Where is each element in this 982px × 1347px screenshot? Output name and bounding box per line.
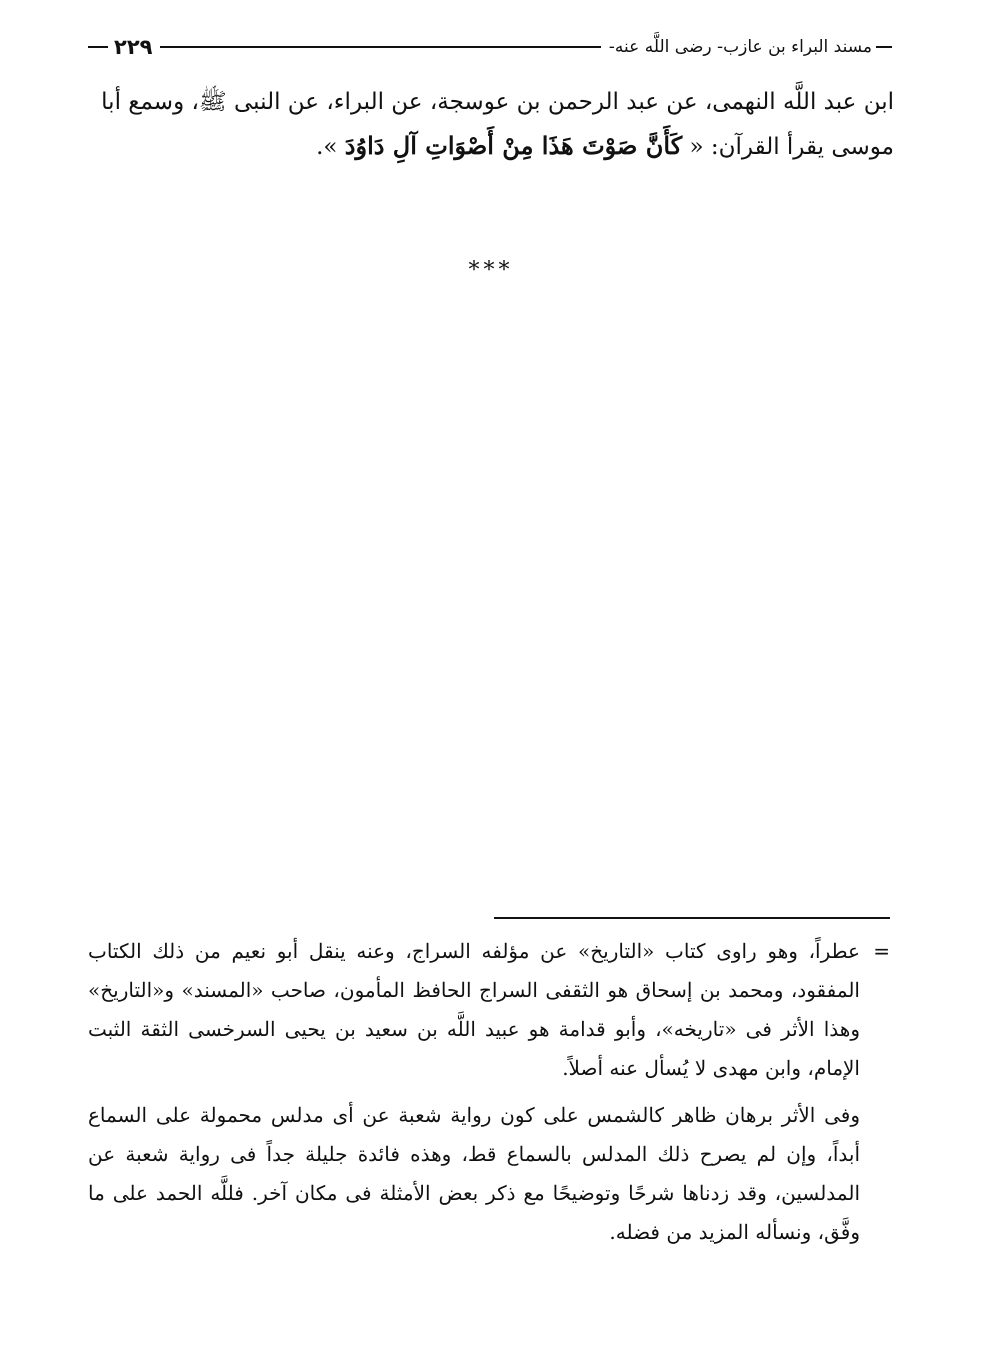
hadith-quote: كَأَنَّ صَوْتَ هَذَا مِنْ أَصْوَاتِ آلِ دَاوُدَ <box>344 131 683 160</box>
footnote-text: عطراً، وهو راوى كتاب «التاريخ» عن مؤلفه السراج، وعنه ينقل أبو نعيم من ذلك الكتاب المفقود، ومحمد بن إسحاق هو الثقفى السراج الحافظ المأمون، صاحب «المسند» و«التاريخ» وهذا الأثر فى «تاريخه»، وأبو قدامة هو عبيد اللَّه بن سعيد بن يحيى السرخسى الثقة الثبت الإمام، وابن مهدى لا يُسأل عنه أصلاً. <box>88 939 860 1080</box>
header-title: مسند البراء بن عازب- رضى اللَّه عنه- <box>608 37 872 57</box>
main-line-prefix: موسى يقرأ القرآن: « <box>689 134 894 160</box>
main-text <box>88 80 894 169</box>
header-dash <box>88 46 108 48</box>
footnote-rule <box>494 917 890 919</box>
section-separator: *** <box>468 258 514 283</box>
main-line-suffix: ». <box>316 134 338 160</box>
footnote-paragraph <box>88 932 890 1088</box>
footnotes <box>88 932 890 1260</box>
page-number: ٢٢٩ <box>114 35 153 59</box>
main-line <box>88 124 894 169</box>
header-rule <box>160 46 600 48</box>
header-dash <box>876 46 892 48</box>
footnote-paragraph: وفى الأثر برهان ظاهر كالشمس على كون رواية شعبة عن أى مدلس محمولة على السماع أبداً، وإن لم يصرح ذلك المدلس بالسماع قط، وهذه فائدة جليلة جداً فى رواية شعبة عن المدلسين، وقد زدناها شرحًا وتوضيحًا مع ذكر بعض الأمثلة فى مكان آخر. فللَّه الحمد على ما وفَّق، ونسأله المزيد من فضله. <box>88 1103 861 1244</box>
running-header <box>88 32 892 62</box>
continuation-mark: = <box>873 939 890 963</box>
main-line: ابن عبد اللَّه النهمى، عن عبد الرحمن بن عوسجة، عن البراء، عن النبى ﷺ، وسمع أبا <box>101 89 894 115</box>
